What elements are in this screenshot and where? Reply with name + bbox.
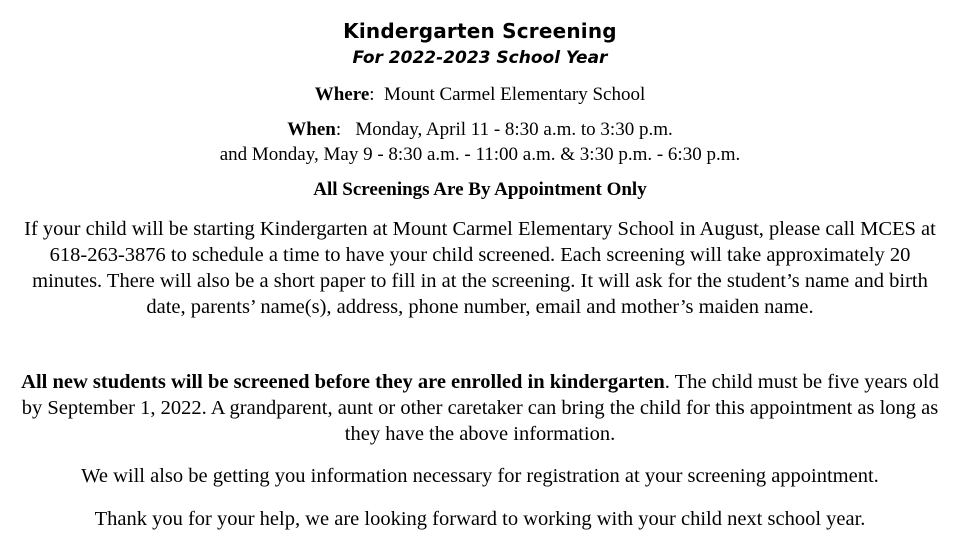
flyer-subtitle: For 2022-2023 School Year [352, 48, 608, 68]
where-label: Where [314, 84, 370, 105]
intro-paragraph: If your child will be starting Kindergarten at Mount Carmel Elementary School in August, please call MCES at 618-263-3876 to schedule a time to have your child screened. Each screening will take approximately 20 minutes. There will also be a short paper to fill in at the screening. It will ask for the student’s name and birth date, parents’ name(s), address, phone number, email and mother’s maiden name. [24, 218, 936, 318]
flyer-title: Kindergarten Screening [343, 19, 617, 43]
enrollment-emphasis: All new students will be screened before they are enrolled in kindergarten [21, 371, 665, 393]
thank-you-paragraph: Thank you for your help, we are looking forward to working with your child next school year. [94, 508, 866, 530]
when-date-1: Monday, April 11 - 8:30 a.m. to 3:30 p.m. [355, 119, 673, 140]
where-value: Mount Carmel Elementary School [384, 84, 646, 105]
when-line-2: and Monday, May 9 - 8:30 a.m. - 11:00 a.m. & 3:30 p.m. - 6:30 p.m. [219, 144, 741, 165]
enrollment-details: . The child must be five years old by September 1, 2022. A grandparent, aunt or other caretaker can bring the child for this appointment as long as they have the above information. [21, 371, 939, 445]
appointment-note: All Screenings Are By Appointment Only [313, 179, 647, 200]
when-label: When [287, 119, 336, 140]
where-line: Where: Mount Carmel Elementary School [314, 84, 646, 105]
when-line-1: When: Monday, April 11 - 8:30 a.m. to 3:30 p.m. [287, 119, 673, 140]
enrollment-paragraph [16, 369, 944, 447]
registration-paragraph: We will also be getting you information necessary for registration at your screening appointment. [81, 465, 879, 487]
